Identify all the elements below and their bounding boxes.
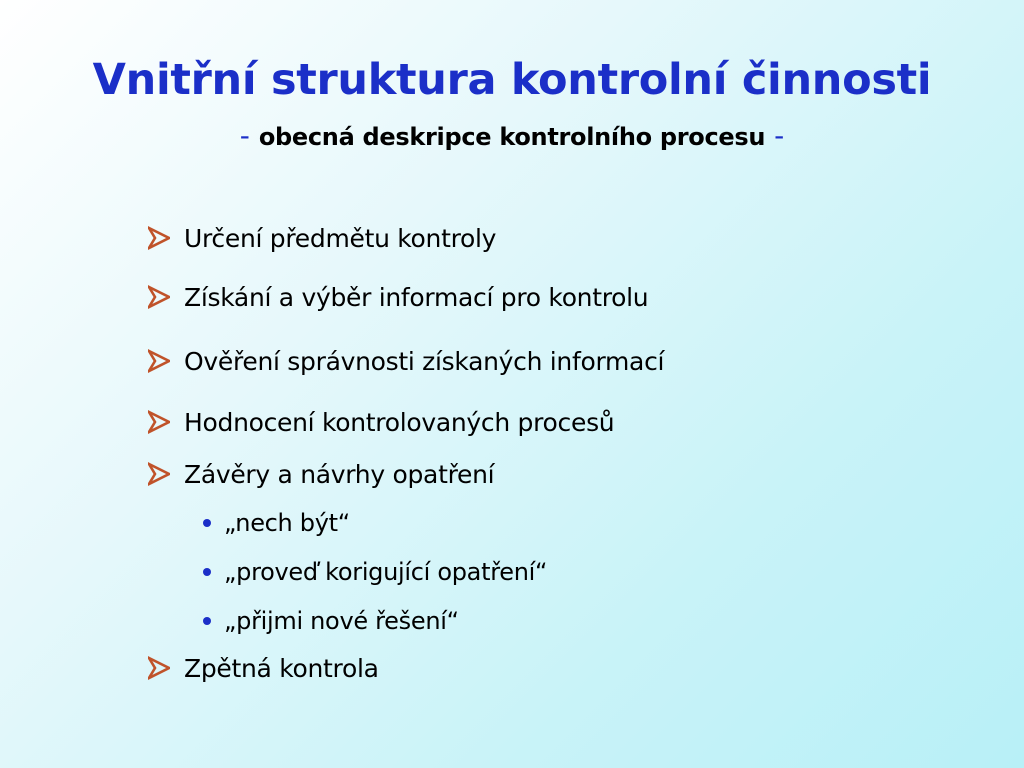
- sub-list-item: [203, 554, 547, 590]
- list-item-label: Získání a výběr informací pro kontrolu: [184, 282, 649, 312]
- list-item: [148, 341, 664, 381]
- sub-list-item: [203, 603, 459, 639]
- sub-list-item-label: „přijmi nové řešení“: [224, 607, 459, 635]
- subtitle-text: obecná deskripce kontrolního procesu: [258, 123, 766, 151]
- list-item-label: Určení předmětu kontroly: [184, 223, 497, 253]
- list-item-label: Hodnocení kontrolovaných procesů: [184, 407, 615, 437]
- list-item-label: Ověření správnosti získaných informací: [184, 346, 665, 376]
- sub-list-item-label: „proveď korigující opatření“: [224, 558, 548, 586]
- dot-bullet-icon: [203, 519, 211, 527]
- slide-title: Vnitřní struktura kontrolní činnosti: [92, 55, 932, 105]
- list-item-label: Závěry a návrhy opatření: [184, 459, 495, 489]
- dot-bullet-icon: [203, 617, 211, 625]
- sub-list-item-label: „nech být“: [224, 509, 350, 537]
- dot-bullet-icon: [203, 568, 211, 576]
- arrowhead-bullet-icon: [148, 462, 170, 486]
- list-item: [148, 218, 496, 258]
- subtitle-dash-right: -: [765, 119, 785, 152]
- list-item: [148, 648, 379, 688]
- list-item-label: Zpětná kontrola: [184, 653, 379, 683]
- list-item: [148, 402, 614, 442]
- list-item: [148, 454, 494, 494]
- arrowhead-bullet-icon: [148, 410, 170, 434]
- arrowhead-bullet-icon: [148, 656, 170, 680]
- arrowhead-bullet-icon: [148, 349, 170, 373]
- arrowhead-bullet-icon: [148, 285, 170, 309]
- list-item: [148, 277, 648, 317]
- arrowhead-bullet-icon: [148, 226, 170, 250]
- subtitle-dash-left: -: [239, 119, 259, 152]
- sub-list-item: [203, 505, 350, 541]
